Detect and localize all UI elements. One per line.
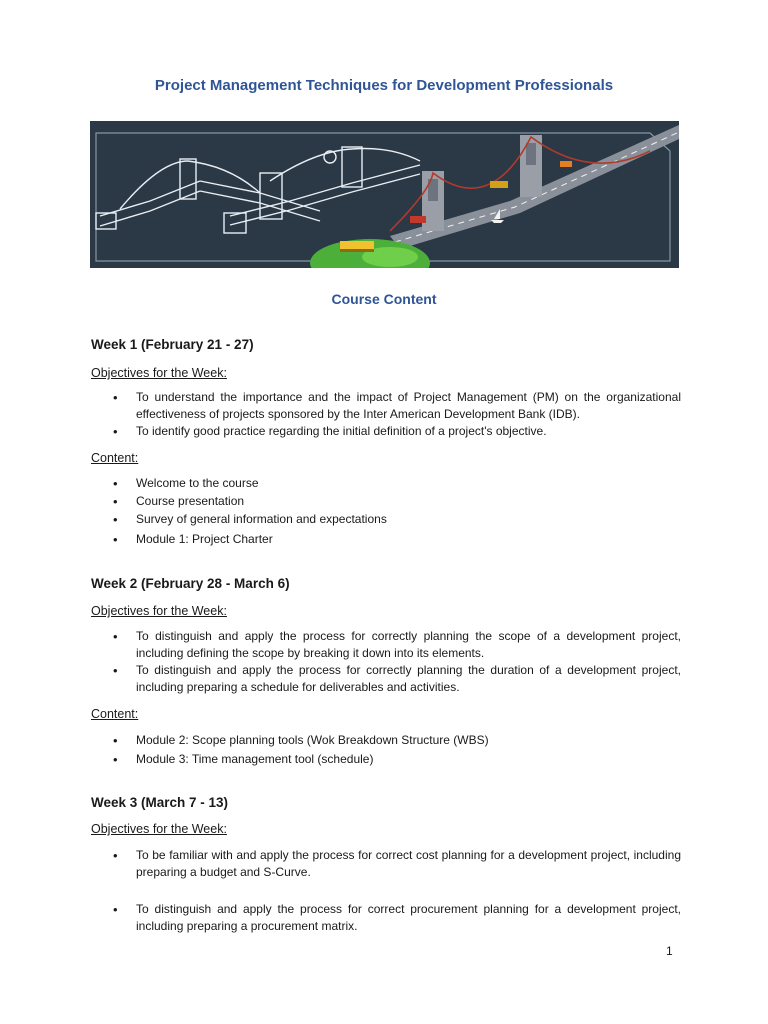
section-title: Course Content: [331, 291, 437, 307]
bridge-banner-image: [90, 121, 679, 268]
page-number: 1: [666, 944, 673, 958]
list-item: • Welcome to the course: [91, 475, 651, 492]
week-2-objectives-label: Objectives for the Week:: [91, 604, 227, 618]
week-3-objectives-label: Objectives for the Week:: [91, 822, 227, 836]
document-title: Project Management Techniques for Development Professionals: [154, 77, 614, 94]
list-item: • To distinguish and apply the process for correctly planning the duration of a development project, including preparing a schedule for deliverables and activities.: [91, 662, 681, 696]
week-1-content-list: [91, 475, 651, 548]
list-item: • To distinguish and apply the process for correct procurement planning for a development project, including preparing a procurement matrix.: [91, 901, 681, 935]
week-1-objectives-list: [91, 389, 681, 440]
week-1-heading: Week 1 (February 21 - 27): [91, 337, 254, 352]
list-item: • To distinguish and apply the process for correctly planning the scope of a development project, including defining the scope by breaking it down into its elements.: [91, 628, 681, 662]
list-item: • Survey of general information and expectations: [91, 511, 651, 528]
week-1-content-label: Content:: [91, 451, 139, 465]
list-item: • To identify good practice regarding the initial definition of a project's objective.: [91, 423, 681, 440]
week-2-objectives-list: [91, 628, 681, 696]
week-3-objectives-list: [91, 847, 681, 935]
week-2-content-label: Content:: [91, 707, 139, 721]
week-2-content-list: [91, 732, 651, 768]
list-item: • Module 2: Scope planning tools (Wok Breakdown Structure (WBS): [91, 732, 651, 749]
list-item: • Course presentation: [91, 493, 651, 510]
list-item: • To understand the importance and the impact of Project Management (PM) on the organizational effectiveness of projects sponsored by the Inter American Development Bank (IDB).: [91, 389, 681, 423]
week-1-objectives-label: Objectives for the Week:: [91, 366, 227, 380]
list-item: • To be familiar with and apply the process for correct cost planning for a development project, including preparing a budget and S-Curve.: [91, 847, 681, 881]
week-3-heading: Week 3 (March 7 - 13): [91, 795, 229, 810]
week-2-heading: Week 2 (February 28 - March 6): [91, 576, 290, 591]
list-item: • Module 3: Time management tool (schedule): [91, 751, 651, 768]
bridge-illustration-icon: [90, 121, 679, 268]
list-item: • Module 1: Project Charter: [91, 531, 651, 548]
